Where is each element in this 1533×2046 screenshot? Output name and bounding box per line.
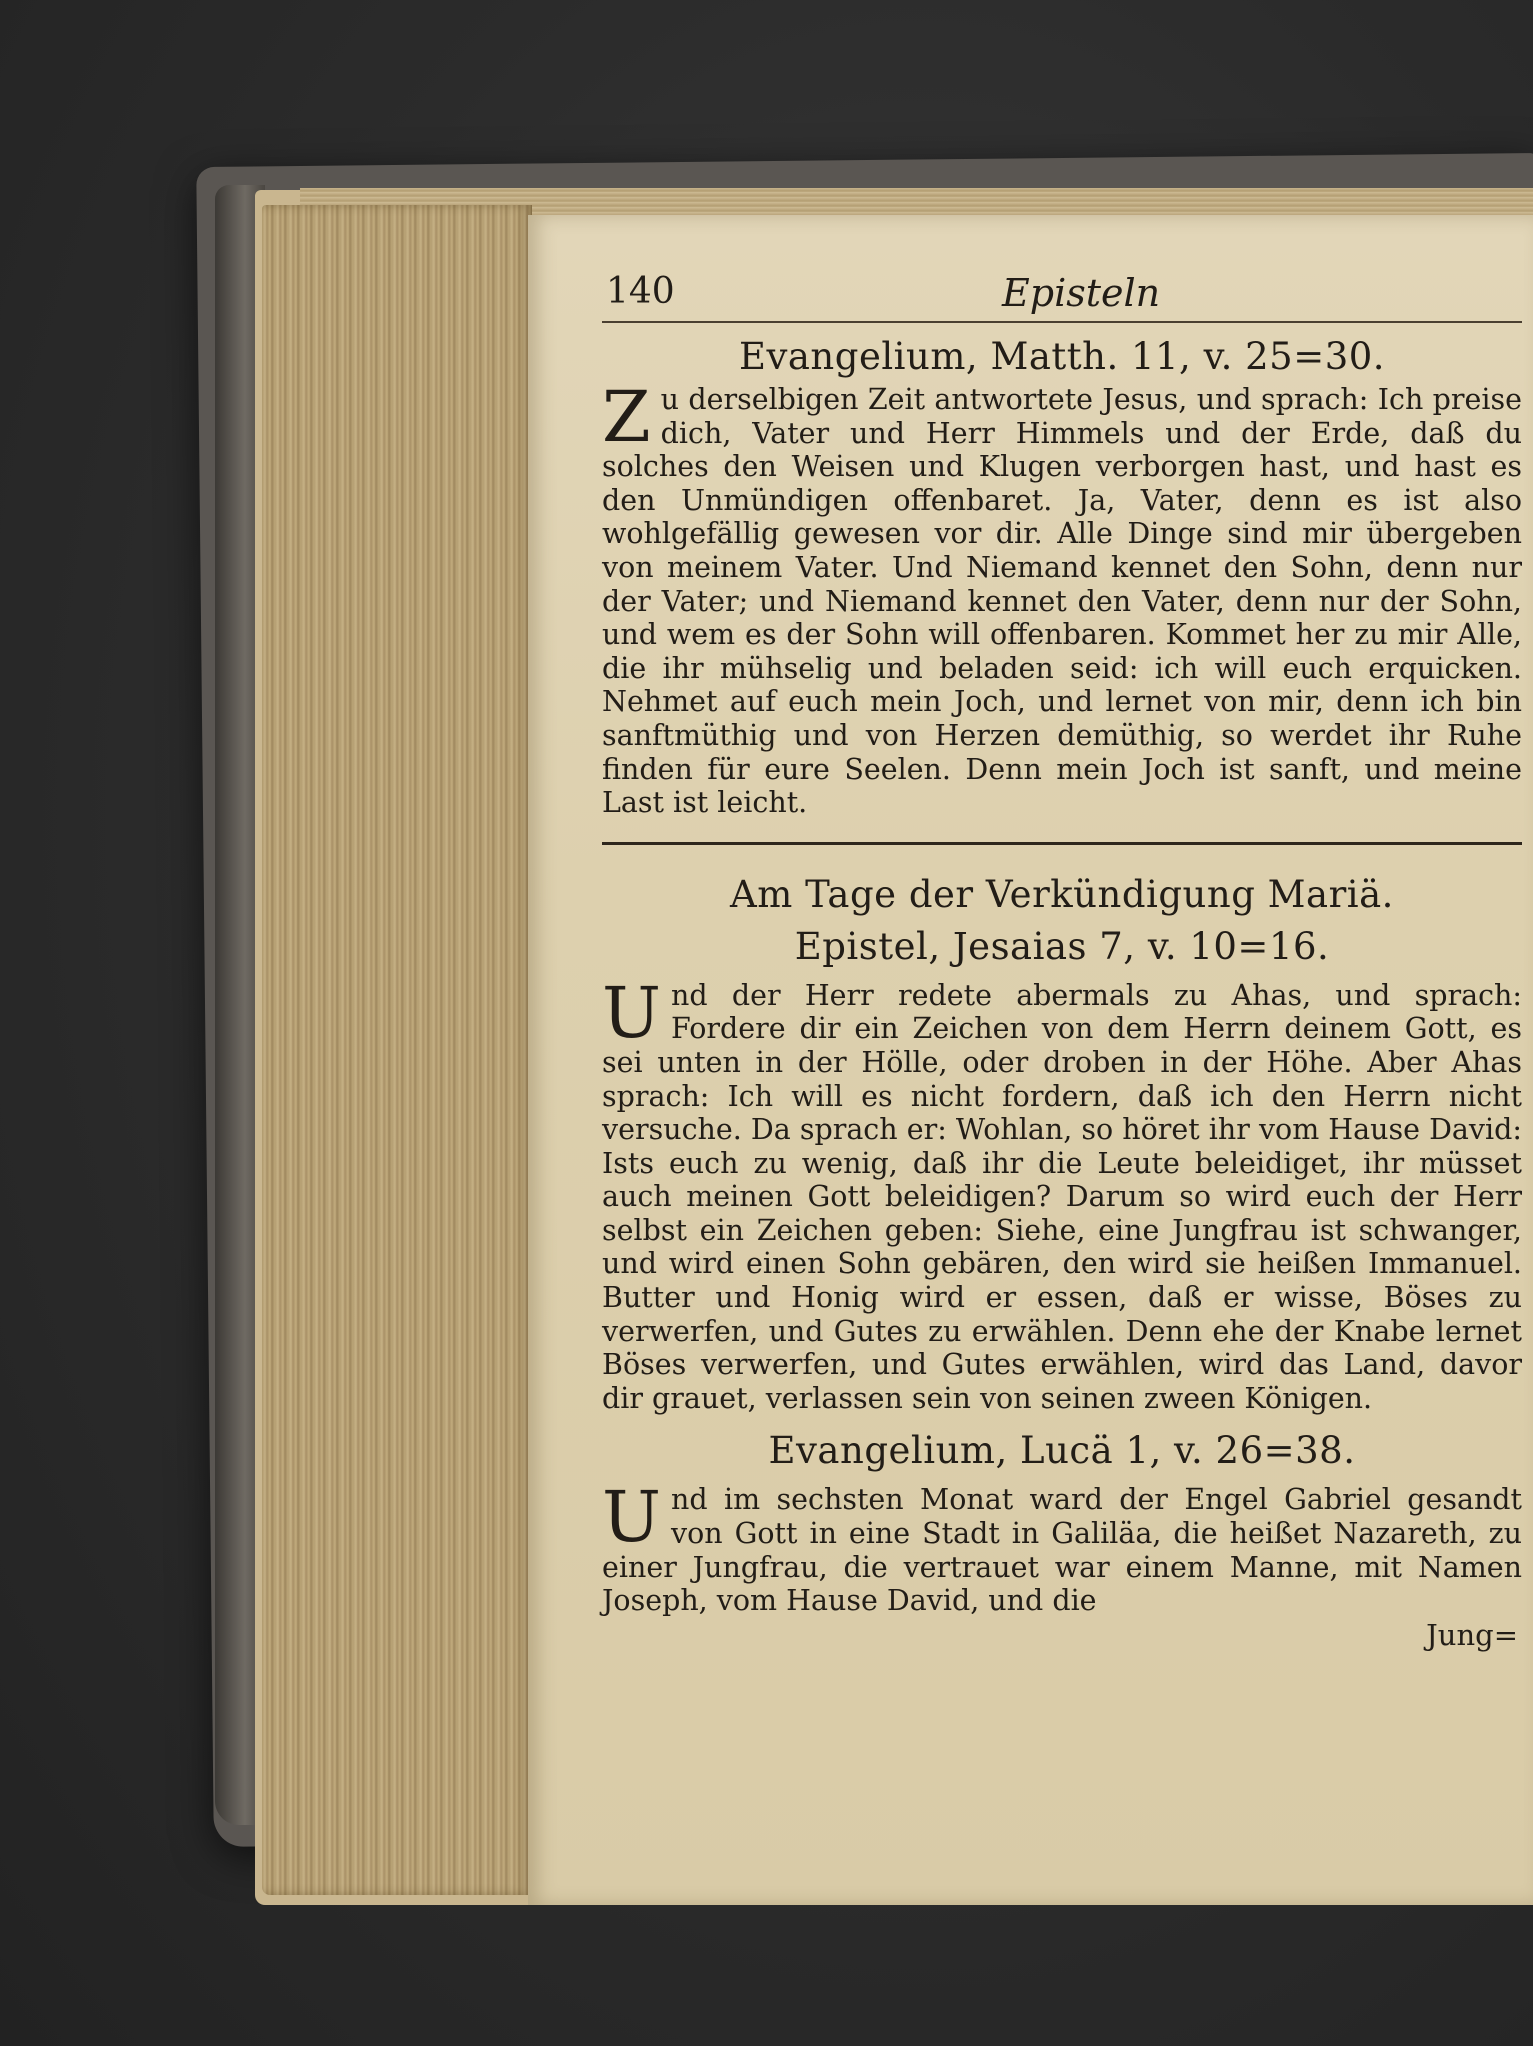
feast-title: Am Tage der Verkündigung Mariä. bbox=[730, 872, 1394, 916]
page-text-area bbox=[602, 271, 1522, 1652]
drop-capital: U bbox=[602, 971, 661, 1054]
book-page bbox=[528, 215, 1533, 1905]
catchword: Jung= bbox=[1426, 1617, 1518, 1652]
paragraph-text: nd der Herr redete abermals zu Ahas, und sprach: Fordere dir ein Zeichen von dem Herrn deinem Gott, es sei unten in der Hölle, oder droben in der Höhe. Aber Ahas sprach: Ich will es nicht fordern, daß ich den Herrn nicht versuche. Da sprach er: Wohlan, so höret ihr vom Hause David: Ists euch zu wenig, daß ihr die Leute beleidiget, ihr müsset auch meinen Gott beleidigen? Darum so wird euch der Herr selbst ein Zeichen geben: Siehe, eine Jungfrau ist schwanger, und wird einen Sohn gebären, den wird sie heißen Immanuel. Butter und Honig wird er essen, daß er wisse, Böses zu verwerfen, und Gutes zu erwählen. Denn ehe der Knabe lernet Böses verwerfen, und Gutes erwählen, wird das Land, davor dir grauet, verlassen sein von seinen zween Königen. bbox=[602, 978, 1522, 1415]
drop-capital: Z bbox=[602, 376, 651, 458]
page-number: 140 bbox=[606, 271, 675, 312]
section-text bbox=[602, 971, 1522, 1416]
section-title: Evangelium, Lucä 1, v. 26=38. bbox=[768, 1429, 1356, 1473]
section-title: Evangelium, Matth. 11, v. 25=30. bbox=[738, 335, 1386, 378]
paragraph-text: nd im sechsten Monat ward der Engel Gabriel gesandt von Gott in eine Stadt in Galiläa, die heißet Nazareth, zu einer Jungfrau, die vertrauet war einem Manne, mit Namen Joseph, vom Hause David, und die bbox=[602, 1483, 1522, 1618]
running-title: Episteln bbox=[1002, 271, 1161, 315]
section-divider bbox=[602, 842, 1522, 845]
header-rule bbox=[602, 321, 1522, 323]
section-text bbox=[602, 1476, 1522, 1618]
section-text bbox=[602, 376, 1522, 820]
drop-capital: U bbox=[602, 1476, 661, 1559]
page-header bbox=[602, 271, 1522, 321]
section-title: Epistel, Jesaias 7, v. 10=16. bbox=[794, 924, 1330, 968]
page-stack-edges bbox=[262, 205, 532, 1895]
paragraph-text: u derselbigen Zeit antwortete Jesus, und sprach: Ich preise dich, Vater und Herr Himmels und der Erde, daß du solches den Weisen und Klugen verborgen hast, und hast es den Unmündigen offenbaret. Ja, Vater, denn es ist also wohlgefällig gewesen vor dir. Alle Dinge sind mir übergeben von meinem Vater. Und Niemand kennet den Sohn, denn nur der Vater; und Niemand kennet den Vater, denn nur der Sohn, und wem es der Sohn will offenbaren. Kommet her zu mir Alle, die ihr mühselig und beladen seid: ich will euch erquicken. Nehmet auf euch mein Joch, und lernet von mir, denn ich bin sanftmüthig und von Herzen demüthig, so werdet ihr Ruhe finden für eure Seelen. Denn mein Joch ist sanft, und meine Last ist leicht. bbox=[602, 383, 1522, 820]
